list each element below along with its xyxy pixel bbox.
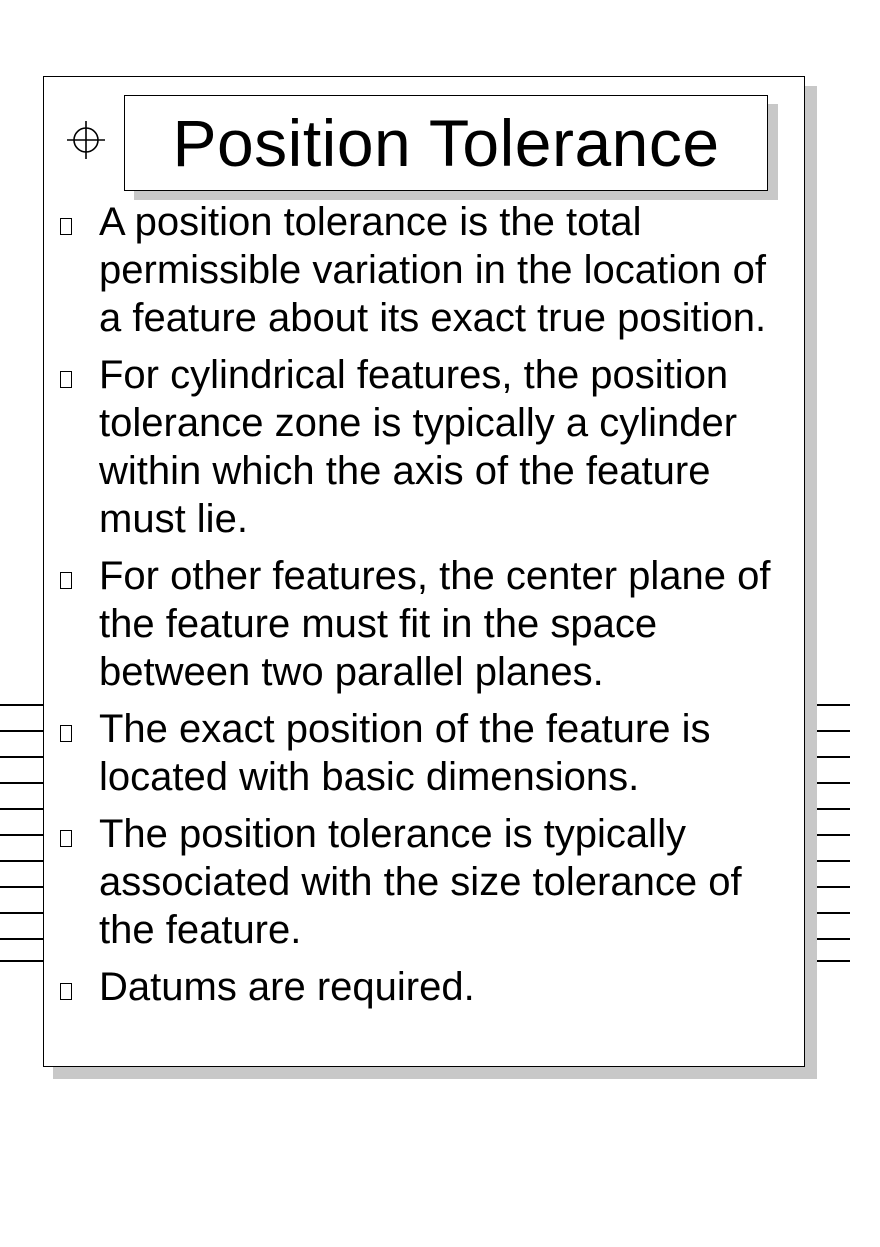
- bullet-text: The position tolerance is typically associated with the size tolerance of the feature.: [99, 812, 742, 952]
- binding-tick: [0, 756, 44, 758]
- bullet-item: [57, 705, 797, 801]
- binding-tick: [0, 960, 44, 962]
- bullet-box-icon: [60, 218, 72, 235]
- bullet-text: The exact position of the feature is located with basic dimensions.: [99, 707, 711, 799]
- bullet-text: For cylindrical features, the position tolerance zone is typically a cylinder within which the axis of the feature must lie.: [99, 353, 738, 541]
- bullet-item: [57, 552, 797, 696]
- bullet-box-icon: [60, 830, 72, 847]
- binding-tick: [0, 808, 44, 810]
- binding-tick: [0, 938, 44, 940]
- binding-tick: [0, 704, 44, 706]
- binding-tick: [0, 860, 44, 862]
- bullet-item: [57, 963, 797, 1011]
- bullet-item: [57, 351, 797, 543]
- bullet-box-icon: [60, 371, 72, 388]
- bullet-text: For other features, the center plane of the feature must fit in the space between two parallel planes.: [99, 554, 771, 694]
- bullet-list: [57, 198, 797, 1020]
- binding-holes-left: [0, 704, 44, 964]
- slide-title: Position Tolerance: [172, 106, 720, 180]
- position-symbol-icon: [66, 120, 106, 160]
- title-box: [124, 95, 768, 191]
- bullet-text: A position tolerance is the total permissible variation in the location of a feature about its exact true position.: [99, 200, 767, 340]
- bullet-item: [57, 198, 797, 342]
- binding-tick: [0, 912, 44, 914]
- binding-tick: [0, 782, 44, 784]
- bullet-box-icon: [60, 725, 72, 742]
- bullet-box-icon: [60, 983, 72, 1000]
- bullet-item: [57, 810, 797, 954]
- binding-tick: [0, 834, 44, 836]
- binding-tick: [0, 730, 44, 732]
- binding-tick: [0, 886, 44, 888]
- bullet-text: Datums are required.: [99, 965, 475, 1009]
- bullet-box-icon: [60, 572, 72, 589]
